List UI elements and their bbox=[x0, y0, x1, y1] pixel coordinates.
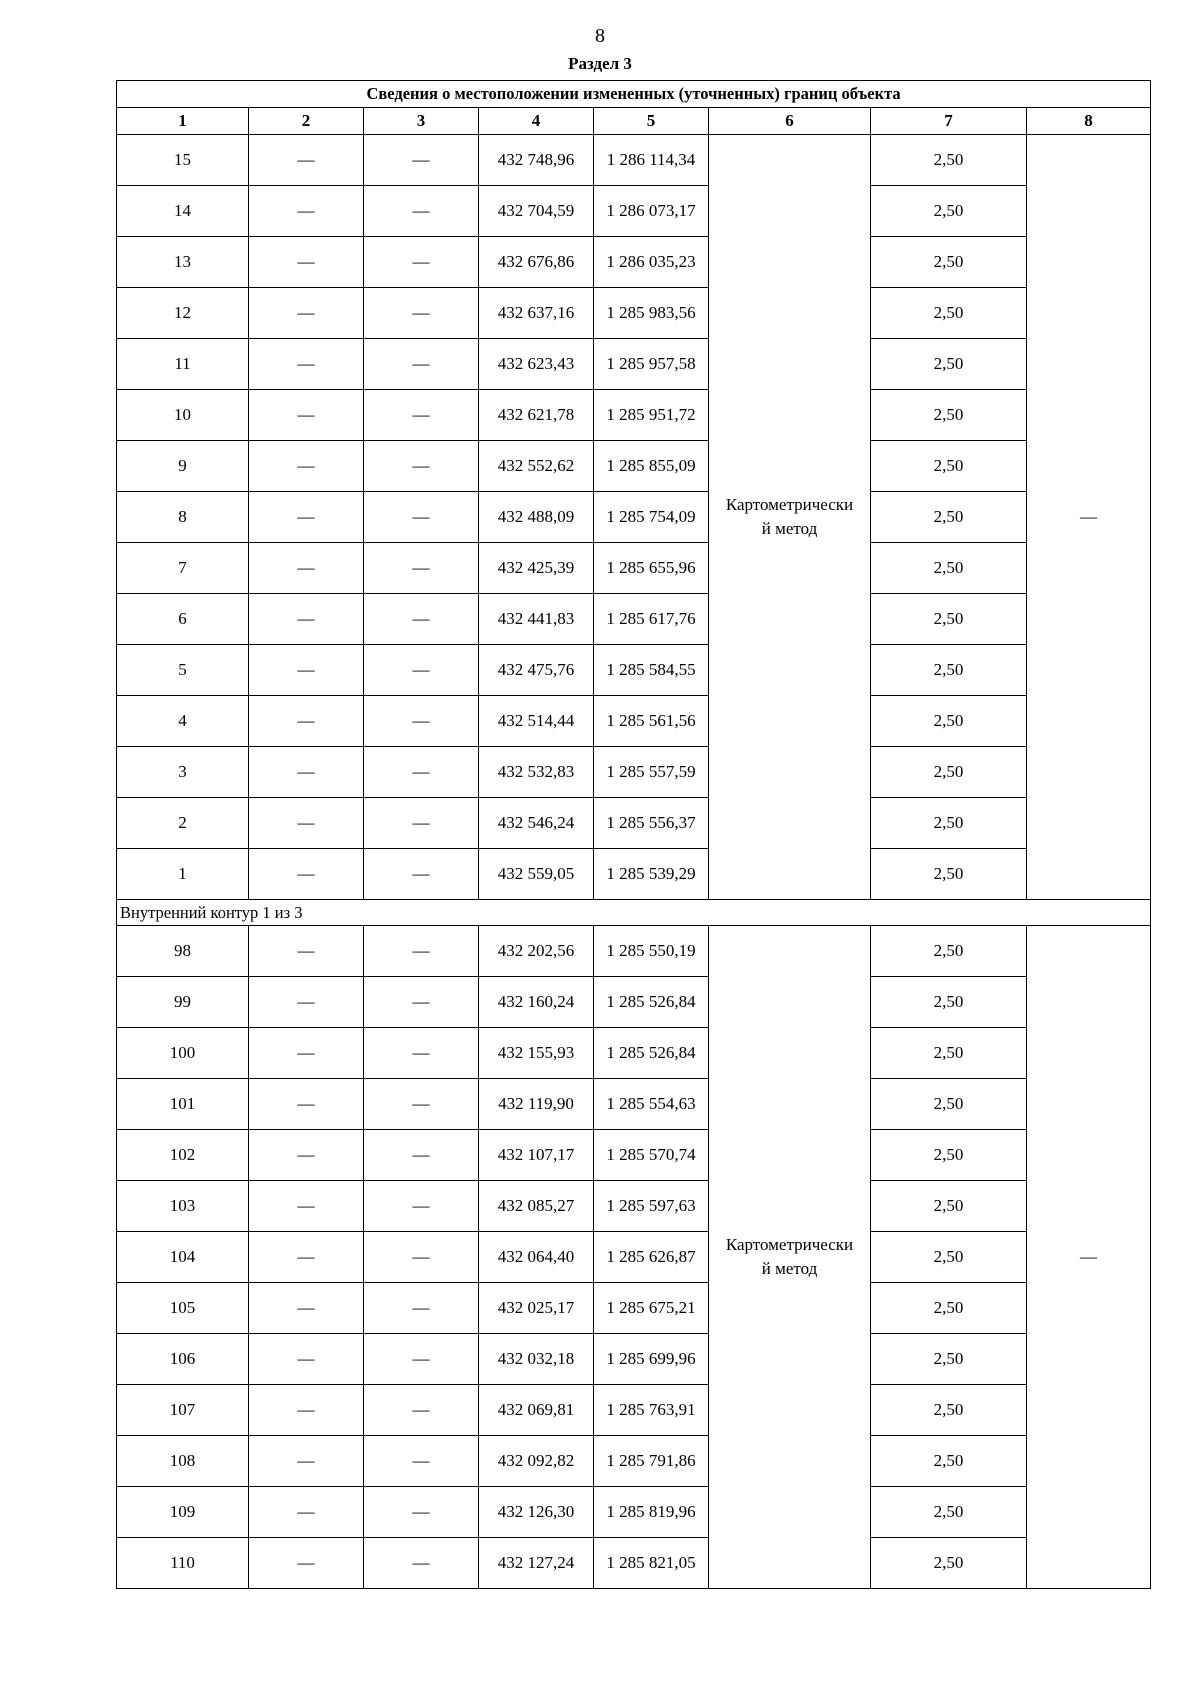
y-coordinate: 1 286 073,17 bbox=[594, 186, 709, 237]
x-coordinate: 432 032,18 bbox=[479, 1334, 594, 1385]
point-number: 4 bbox=[117, 696, 249, 747]
accuracy-value: 2,50 bbox=[871, 1130, 1027, 1181]
point-number: 102 bbox=[117, 1130, 249, 1181]
accuracy-value: 2,50 bbox=[871, 747, 1027, 798]
table-row bbox=[117, 1028, 1151, 1079]
accuracy-value: 2,50 bbox=[871, 135, 1027, 186]
point-number: 10 bbox=[117, 390, 249, 441]
column-header: 6 bbox=[709, 108, 871, 135]
x-coordinate: 432 637,16 bbox=[479, 288, 594, 339]
point-number: 108 bbox=[117, 1436, 249, 1487]
point-number: 13 bbox=[117, 237, 249, 288]
column-3-value: — bbox=[364, 1334, 479, 1385]
page-number: 8 bbox=[595, 25, 605, 47]
x-coordinate: 432 514,44 bbox=[479, 696, 594, 747]
column-2-value: — bbox=[249, 977, 364, 1028]
x-coordinate: 432 623,43 bbox=[479, 339, 594, 390]
accuracy-value: 2,50 bbox=[871, 543, 1027, 594]
y-coordinate: 1 285 699,96 bbox=[594, 1334, 709, 1385]
column-3-value: — bbox=[364, 1538, 479, 1589]
y-coordinate: 1 285 819,96 bbox=[594, 1487, 709, 1538]
x-coordinate: 432 127,24 bbox=[479, 1538, 594, 1589]
point-number: 2 bbox=[117, 798, 249, 849]
point-number: 3 bbox=[117, 747, 249, 798]
point-number: 103 bbox=[117, 1181, 249, 1232]
table-row bbox=[117, 594, 1151, 645]
accuracy-value: 2,50 bbox=[871, 1283, 1027, 1334]
x-coordinate: 432 748,96 bbox=[479, 135, 594, 186]
y-coordinate: 1 286 035,23 bbox=[594, 237, 709, 288]
column-header: 2 bbox=[249, 108, 364, 135]
accuracy-value: 2,50 bbox=[871, 288, 1027, 339]
point-number: 109 bbox=[117, 1487, 249, 1538]
accuracy-value: 2,50 bbox=[871, 1385, 1027, 1436]
column-3-value: — bbox=[364, 1232, 479, 1283]
x-coordinate: 432 441,83 bbox=[479, 594, 594, 645]
accuracy-value: 2,50 bbox=[871, 1487, 1027, 1538]
x-coordinate: 432 559,05 bbox=[479, 849, 594, 900]
accuracy-value: 2,50 bbox=[871, 645, 1027, 696]
table-row bbox=[117, 543, 1151, 594]
x-coordinate: 432 025,17 bbox=[479, 1283, 594, 1334]
y-coordinate: 1 285 617,76 bbox=[594, 594, 709, 645]
column-2-value: — bbox=[249, 926, 364, 977]
x-coordinate: 432 107,17 bbox=[479, 1130, 594, 1181]
column-2-value: — bbox=[249, 1283, 364, 1334]
y-coordinate: 1 285 557,59 bbox=[594, 747, 709, 798]
method-cell bbox=[709, 926, 871, 1589]
column-2-value: — bbox=[249, 849, 364, 900]
point-number: 101 bbox=[117, 1079, 249, 1130]
column-3-value: — bbox=[364, 1283, 479, 1334]
column-8-value: — bbox=[1027, 926, 1151, 1589]
x-coordinate: 432 064,40 bbox=[479, 1232, 594, 1283]
table-row bbox=[117, 696, 1151, 747]
table-row bbox=[117, 747, 1151, 798]
x-coordinate: 432 488,09 bbox=[479, 492, 594, 543]
point-number: 106 bbox=[117, 1334, 249, 1385]
column-3-value: — bbox=[364, 977, 479, 1028]
column-3-value: — bbox=[364, 339, 479, 390]
column-2-value: — bbox=[249, 1181, 364, 1232]
table-row bbox=[117, 1487, 1151, 1538]
column-header: 7 bbox=[871, 108, 1027, 135]
accuracy-value: 2,50 bbox=[871, 441, 1027, 492]
point-number: 5 bbox=[117, 645, 249, 696]
y-coordinate: 1 285 526,84 bbox=[594, 1028, 709, 1079]
column-2-value: — bbox=[249, 1436, 364, 1487]
column-2-value: — bbox=[249, 441, 364, 492]
coordinates-table bbox=[116, 80, 1151, 1589]
y-coordinate: 1 285 584,55 bbox=[594, 645, 709, 696]
column-3-value: — bbox=[364, 543, 479, 594]
column-3-value: — bbox=[364, 1181, 479, 1232]
table-row bbox=[117, 977, 1151, 1028]
column-2-value: — bbox=[249, 696, 364, 747]
table-row bbox=[117, 1334, 1151, 1385]
y-coordinate: 1 285 821,05 bbox=[594, 1538, 709, 1589]
column-header: 4 bbox=[479, 108, 594, 135]
table-row bbox=[117, 798, 1151, 849]
column-2-value: — bbox=[249, 1487, 364, 1538]
accuracy-value: 2,50 bbox=[871, 1436, 1027, 1487]
column-3-value: — bbox=[364, 798, 479, 849]
table-row bbox=[117, 1079, 1151, 1130]
method-cell bbox=[709, 135, 871, 900]
point-number: 7 bbox=[117, 543, 249, 594]
x-coordinate: 432 119,90 bbox=[479, 1079, 594, 1130]
x-coordinate: 432 069,81 bbox=[479, 1385, 594, 1436]
point-number: 107 bbox=[117, 1385, 249, 1436]
column-2-value: — bbox=[249, 135, 364, 186]
column-header: 1 bbox=[117, 108, 249, 135]
column-8-value: — bbox=[1027, 135, 1151, 900]
table-body bbox=[117, 135, 1151, 1589]
accuracy-value: 2,50 bbox=[871, 1538, 1027, 1589]
point-number: 98 bbox=[117, 926, 249, 977]
column-2-value: — bbox=[249, 339, 364, 390]
column-2-value: — bbox=[249, 1232, 364, 1283]
accuracy-value: 2,50 bbox=[871, 849, 1027, 900]
accuracy-value: 2,50 bbox=[871, 237, 1027, 288]
column-3-value: — bbox=[364, 1130, 479, 1181]
x-coordinate: 432 202,56 bbox=[479, 926, 594, 977]
table-row bbox=[117, 849, 1151, 900]
column-2-value: — bbox=[249, 237, 364, 288]
x-coordinate: 432 425,39 bbox=[479, 543, 594, 594]
accuracy-value: 2,50 bbox=[871, 186, 1027, 237]
column-3-value: — bbox=[364, 237, 479, 288]
y-coordinate: 1 285 539,29 bbox=[594, 849, 709, 900]
column-header: 5 bbox=[594, 108, 709, 135]
y-coordinate: 1 285 791,86 bbox=[594, 1436, 709, 1487]
point-number: 110 bbox=[117, 1538, 249, 1589]
table-row bbox=[117, 390, 1151, 441]
point-number: 6 bbox=[117, 594, 249, 645]
y-coordinate: 1 285 855,09 bbox=[594, 441, 709, 492]
x-coordinate: 432 092,82 bbox=[479, 1436, 594, 1487]
column-2-value: — bbox=[249, 543, 364, 594]
y-coordinate: 1 286 114,34 bbox=[594, 135, 709, 186]
column-2-value: — bbox=[249, 747, 364, 798]
method-text-line: й метод bbox=[761, 1259, 818, 1278]
column-3-value: — bbox=[364, 645, 479, 696]
accuracy-value: 2,50 bbox=[871, 1334, 1027, 1385]
accuracy-value: 2,50 bbox=[871, 594, 1027, 645]
table-row bbox=[117, 1283, 1151, 1334]
column-2-value: — bbox=[249, 1538, 364, 1589]
accuracy-value: 2,50 bbox=[871, 1079, 1027, 1130]
contour-label-row bbox=[117, 900, 1151, 926]
x-coordinate: 432 621,78 bbox=[479, 390, 594, 441]
x-coordinate: 432 475,76 bbox=[479, 645, 594, 696]
section-title: Раздел 3 bbox=[568, 54, 632, 73]
accuracy-value: 2,50 bbox=[871, 926, 1027, 977]
x-coordinate: 432 532,83 bbox=[479, 747, 594, 798]
table-row bbox=[117, 1181, 1151, 1232]
table-row bbox=[117, 1130, 1151, 1181]
column-header: 8 bbox=[1027, 108, 1151, 135]
point-number: 99 bbox=[117, 977, 249, 1028]
column-3-value: — bbox=[364, 1028, 479, 1079]
column-2-value: — bbox=[249, 186, 364, 237]
column-2-value: — bbox=[249, 492, 364, 543]
y-coordinate: 1 285 957,58 bbox=[594, 339, 709, 390]
column-2-value: — bbox=[249, 645, 364, 696]
point-number: 15 bbox=[117, 135, 249, 186]
x-coordinate: 432 546,24 bbox=[479, 798, 594, 849]
point-number: 104 bbox=[117, 1232, 249, 1283]
x-coordinate: 432 155,93 bbox=[479, 1028, 594, 1079]
column-3-value: — bbox=[364, 288, 479, 339]
column-3-value: — bbox=[364, 390, 479, 441]
column-3-value: — bbox=[364, 492, 479, 543]
x-coordinate: 432 085,27 bbox=[479, 1181, 594, 1232]
y-coordinate: 1 285 626,87 bbox=[594, 1232, 709, 1283]
column-2-value: — bbox=[249, 798, 364, 849]
point-number: 11 bbox=[117, 339, 249, 390]
y-coordinate: 1 285 675,21 bbox=[594, 1283, 709, 1334]
method-text-line: Картометрически bbox=[725, 495, 854, 514]
table-row bbox=[117, 1385, 1151, 1436]
point-number: 1 bbox=[117, 849, 249, 900]
column-header: 3 bbox=[364, 108, 479, 135]
y-coordinate: 1 285 655,96 bbox=[594, 543, 709, 594]
column-2-value: — bbox=[249, 1130, 364, 1181]
y-coordinate: 1 285 526,84 bbox=[594, 977, 709, 1028]
column-3-value: — bbox=[364, 747, 479, 798]
contour-label: Внутренний контур 1 из 3 bbox=[117, 900, 1151, 926]
column-3-value: — bbox=[364, 594, 479, 645]
column-3-value: — bbox=[364, 441, 479, 492]
table-row bbox=[117, 237, 1151, 288]
x-coordinate: 432 552,62 bbox=[479, 441, 594, 492]
x-coordinate: 432 704,59 bbox=[479, 186, 594, 237]
column-3-value: — bbox=[364, 849, 479, 900]
accuracy-value: 2,50 bbox=[871, 696, 1027, 747]
point-number: 14 bbox=[117, 186, 249, 237]
table-row bbox=[117, 1436, 1151, 1487]
column-2-value: — bbox=[249, 1385, 364, 1436]
column-3-value: — bbox=[364, 926, 479, 977]
method-text-line: й метод bbox=[761, 519, 818, 538]
table-row bbox=[117, 288, 1151, 339]
accuracy-value: 2,50 bbox=[871, 492, 1027, 543]
y-coordinate: 1 285 570,74 bbox=[594, 1130, 709, 1181]
x-coordinate: 432 676,86 bbox=[479, 237, 594, 288]
column-3-value: — bbox=[364, 1436, 479, 1487]
column-2-value: — bbox=[249, 390, 364, 441]
column-2-value: — bbox=[249, 594, 364, 645]
y-coordinate: 1 285 597,63 bbox=[594, 1181, 709, 1232]
table-row bbox=[117, 492, 1151, 543]
point-number: 12 bbox=[117, 288, 249, 339]
table-row bbox=[117, 135, 1151, 186]
table-row bbox=[117, 339, 1151, 390]
y-coordinate: 1 285 754,09 bbox=[594, 492, 709, 543]
point-number: 105 bbox=[117, 1283, 249, 1334]
method-text-line: Картометрически bbox=[725, 1235, 854, 1254]
x-coordinate: 432 126,30 bbox=[479, 1487, 594, 1538]
point-number: 8 bbox=[117, 492, 249, 543]
y-coordinate: 1 285 763,91 bbox=[594, 1385, 709, 1436]
table-row bbox=[117, 1538, 1151, 1589]
y-coordinate: 1 285 556,37 bbox=[594, 798, 709, 849]
column-3-value: — bbox=[364, 1079, 479, 1130]
y-coordinate: 1 285 554,63 bbox=[594, 1079, 709, 1130]
point-number: 100 bbox=[117, 1028, 249, 1079]
accuracy-value: 2,50 bbox=[871, 1028, 1027, 1079]
accuracy-value: 2,50 bbox=[871, 339, 1027, 390]
column-3-value: — bbox=[364, 1385, 479, 1436]
column-2-value: — bbox=[249, 1334, 364, 1385]
y-coordinate: 1 285 550,19 bbox=[594, 926, 709, 977]
accuracy-value: 2,50 bbox=[871, 1232, 1027, 1283]
table-caption: Сведения о местоположении измененных (уточненных) границ объекта bbox=[117, 81, 1151, 108]
table-row bbox=[117, 645, 1151, 696]
y-coordinate: 1 285 983,56 bbox=[594, 288, 709, 339]
table-row bbox=[117, 186, 1151, 237]
accuracy-value: 2,50 bbox=[871, 977, 1027, 1028]
point-number: 9 bbox=[117, 441, 249, 492]
column-3-value: — bbox=[364, 186, 479, 237]
x-coordinate: 432 160,24 bbox=[479, 977, 594, 1028]
column-3-value: — bbox=[364, 135, 479, 186]
y-coordinate: 1 285 951,72 bbox=[594, 390, 709, 441]
column-2-value: — bbox=[249, 1079, 364, 1130]
column-2-value: — bbox=[249, 1028, 364, 1079]
accuracy-value: 2,50 bbox=[871, 798, 1027, 849]
table-row bbox=[117, 441, 1151, 492]
accuracy-value: 2,50 bbox=[871, 1181, 1027, 1232]
y-coordinate: 1 285 561,56 bbox=[594, 696, 709, 747]
table-row bbox=[117, 926, 1151, 977]
accuracy-value: 2,50 bbox=[871, 390, 1027, 441]
table-row bbox=[117, 1232, 1151, 1283]
column-3-value: — bbox=[364, 696, 479, 747]
column-3-value: — bbox=[364, 1487, 479, 1538]
column-2-value: — bbox=[249, 288, 364, 339]
